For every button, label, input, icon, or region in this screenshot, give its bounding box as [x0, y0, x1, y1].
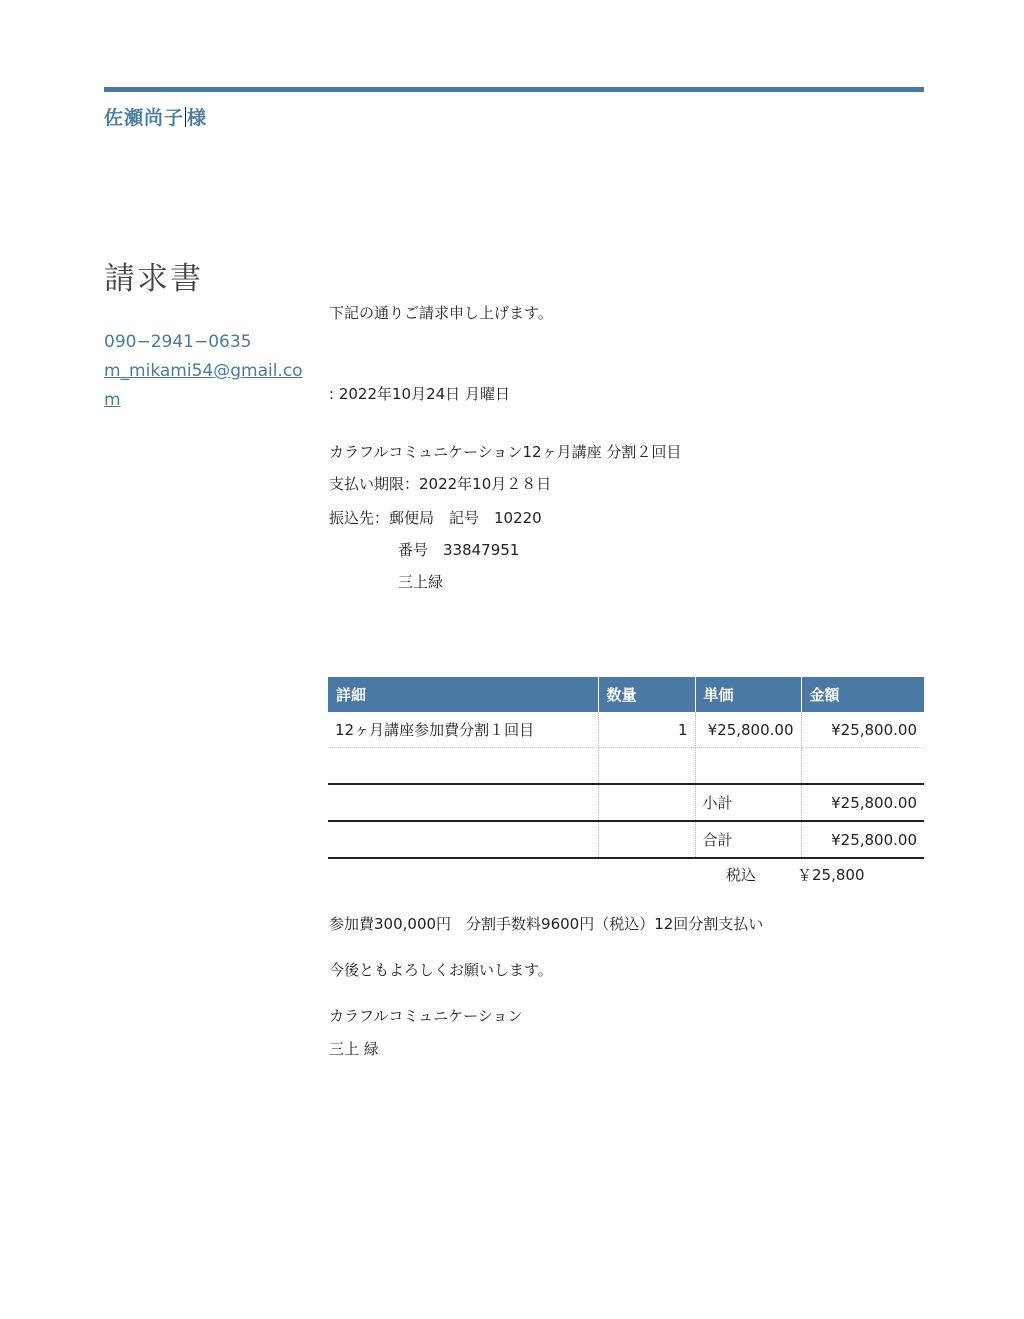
- account-number: 番号 33847951: [398, 541, 520, 559]
- cell-detail[interactable]: 12ヶ月講座参加費分割１回目: [328, 712, 598, 748]
- invoice-subject: カラフルコミュニケーション12ヶ月講座 分割２回目: [329, 443, 682, 461]
- cell-empty[interactable]: [598, 784, 695, 821]
- header-unit-price: 単価: [695, 677, 801, 712]
- total-row: [328, 821, 924, 858]
- total-value[interactable]: ¥25,800.00: [801, 821, 924, 858]
- invoice-table: [328, 677, 924, 859]
- recipient-name[interactable]: [104, 103, 207, 130]
- contact-email-link[interactable]: m_mikami54@gmail.com: [104, 361, 303, 410]
- closing-text: 今後ともよろしくお願いします。: [329, 961, 553, 979]
- cell-amount[interactable]: ¥25,800.00: [801, 712, 924, 748]
- signer-name: 三上 緑: [329, 1040, 379, 1058]
- subtotal-value[interactable]: ¥25,800.00: [801, 784, 924, 821]
- total-label: 合計: [695, 821, 801, 858]
- subtotal-row: [328, 784, 924, 821]
- cell-empty[interactable]: [328, 821, 598, 858]
- table-row: [328, 712, 924, 748]
- cell-empty[interactable]: [598, 821, 695, 858]
- table-header-row: [328, 677, 924, 712]
- cell-empty[interactable]: [598, 748, 695, 785]
- cell-empty[interactable]: [328, 784, 598, 821]
- cell-unit-price[interactable]: ¥25,800.00: [695, 712, 801, 748]
- document-title: 請求書: [104, 261, 203, 297]
- bank-info: 振込先：郵便局 記号 10220: [329, 509, 542, 527]
- cell-quantity[interactable]: 1: [598, 712, 695, 748]
- recipient-name-text: 佐瀬尚子: [104, 107, 185, 129]
- intro-text: 下記の通りご請求申し上げます。: [329, 304, 553, 322]
- fee-note: 参加費300,000円 分割手数料9600円（税込）12回分割支払い: [329, 915, 764, 933]
- payment-due: 支払い期限：2022年10月２８日: [329, 475, 552, 493]
- cell-empty[interactable]: [695, 748, 801, 785]
- contact-phone: 090−2941−0635: [104, 332, 252, 352]
- recipient-honorific: 様: [187, 107, 208, 129]
- header-detail: 詳細: [328, 677, 598, 712]
- text-cursor: [185, 107, 186, 127]
- header-quantity: 数量: [598, 677, 695, 712]
- company-name: カラフルコミュニケーション: [329, 1007, 523, 1025]
- invoice-date: : 2022年10月24日 月曜日: [329, 385, 510, 403]
- tax-label: 税込: [726, 866, 757, 884]
- subtotal-label: 小計: [695, 784, 801, 821]
- header-amount: 金額: [801, 677, 924, 712]
- cell-empty[interactable]: [801, 748, 924, 785]
- header-rule: [104, 87, 924, 92]
- cell-empty[interactable]: [328, 748, 598, 785]
- tax-value: ￥25,800: [797, 866, 865, 884]
- table-row-empty: [328, 748, 924, 785]
- account-name: 三上緑: [398, 573, 444, 591]
